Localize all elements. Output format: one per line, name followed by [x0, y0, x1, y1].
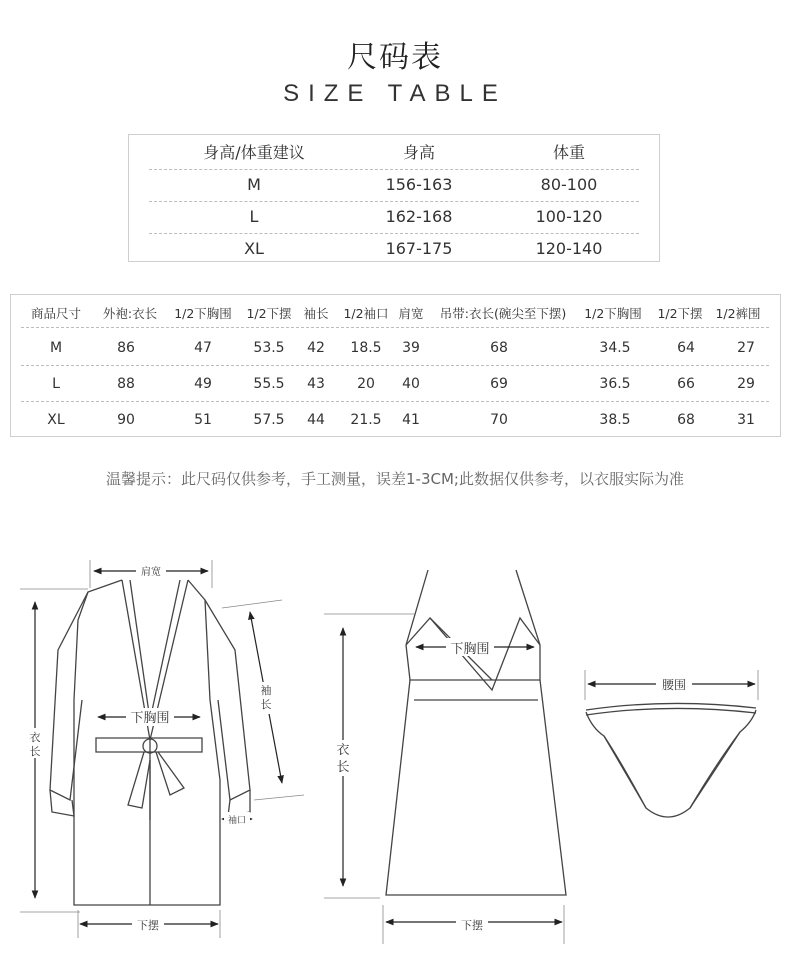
robe-drawing: [50, 580, 250, 905]
table-header-cell: 1/2下摆: [246, 306, 292, 321]
table-cell: 66: [677, 376, 695, 392]
table-cell: 49: [194, 376, 212, 392]
table-cell: 68: [490, 340, 508, 356]
table-cell: XL: [244, 239, 264, 258]
table-cell: 88: [117, 376, 135, 392]
table-header-cell: 身高: [402, 143, 435, 162]
table-cell: 53.5: [253, 340, 285, 356]
table-cell: 57.5: [253, 412, 285, 428]
table-row: [149, 233, 639, 265]
table-row: [21, 367, 769, 402]
size-note: 温馨提示：此尺码仅供参考，手工测量，误差1-3CM;此数据仅供参考，以衣服实际为准: [106, 470, 684, 488]
slip-length-label-2: 长: [336, 760, 350, 775]
slip-hem-label: 下摆: [461, 919, 483, 932]
table-header-cell: 1/2下胸围: [584, 306, 642, 321]
table-row: [149, 169, 639, 202]
table-cell: 38.5: [599, 412, 631, 428]
table-cell: L: [52, 376, 60, 392]
table-cell: 68: [677, 412, 695, 428]
table-header-cell: 1/2下胸围: [174, 306, 232, 321]
table-cell: L: [249, 207, 259, 226]
page-title-cn: 尺码表: [347, 40, 443, 75]
robe-underbust-label: 下胸围: [130, 711, 170, 726]
cuff-label: 袖口: [227, 816, 247, 826]
table-header-row: [21, 301, 769, 328]
sleeve-length-label-2: 长: [260, 698, 272, 711]
shoulder-label: 肩宽: [141, 567, 161, 578]
table-header-cell: 吊带:衣长(碗尖至下摆): [439, 306, 567, 321]
table-cell: 64: [677, 340, 695, 356]
table-cell: 55.5: [253, 376, 285, 392]
table-cell: 80-100: [540, 175, 598, 194]
slip-underbust-label: 下胸围: [450, 642, 490, 657]
table-cell: 18.5: [350, 340, 382, 356]
table-header-row: [149, 137, 639, 170]
table-cell: XL: [47, 412, 65, 428]
slip-length-label-1: 衣: [336, 743, 350, 758]
table-header-cell: 外袍:衣长: [102, 306, 158, 321]
brief-drawing: [586, 703, 756, 817]
table-cell: 100-120: [535, 207, 603, 226]
waist-label: 腰围: [661, 678, 687, 692]
table-cell: 43: [307, 376, 325, 392]
height-weight-table: [128, 134, 660, 262]
table-header-cell: 肩宽: [398, 306, 424, 321]
robe-hem-label: 下摆: [137, 919, 159, 932]
robe-length-label-2: 长: [29, 745, 41, 758]
table-cell: 162-168: [385, 207, 453, 226]
table-header-cell: 体重: [552, 143, 585, 162]
table-cell: 47: [194, 340, 212, 356]
robe-length-label-1: 衣: [29, 731, 41, 744]
table-cell: 120-140: [535, 239, 603, 258]
table-cell: 167-175: [385, 239, 453, 258]
table-cell: M: [49, 340, 63, 356]
slip-drawing: [386, 570, 566, 895]
table-cell: 34.5: [599, 340, 631, 356]
table-cell: 27: [737, 340, 755, 356]
table-row: [21, 403, 769, 437]
table-cell: 40: [402, 376, 420, 392]
table-cell: 42: [307, 340, 325, 356]
table-cell: 86: [117, 340, 135, 356]
table-cell: 44: [307, 412, 325, 428]
size-measurement-table: [10, 294, 781, 437]
table-cell: M: [247, 175, 261, 194]
table-row: [149, 201, 639, 234]
table-header-cell: 身高/体重建议: [203, 143, 305, 162]
table-cell: 31: [737, 412, 755, 428]
table-cell: 156-163: [385, 175, 453, 194]
table-header-cell: 1/2袖口: [343, 306, 389, 321]
table-cell: 21.5: [350, 412, 382, 428]
table-cell: 69: [490, 376, 508, 392]
table-header-cell: 商品尺寸: [30, 306, 81, 321]
measurement-diagram: [0, 540, 790, 950]
page-title-en: SIZE TABLE: [283, 80, 507, 107]
table-cell: 51: [194, 412, 212, 428]
table-cell: 41: [402, 412, 420, 428]
table-cell: 39: [402, 340, 420, 356]
sleeve-length-label-1: 袖: [260, 684, 272, 697]
table-header-cell: 袖长: [303, 306, 329, 321]
table-cell: 20: [357, 376, 375, 392]
table-cell: 29: [737, 376, 755, 392]
table-row: [21, 331, 769, 366]
table-header-cell: 1/2裤围: [715, 306, 761, 321]
table-cell: 90: [117, 412, 135, 428]
table-cell: 36.5: [599, 376, 631, 392]
table-header-cell: 1/2下摆: [657, 306, 703, 321]
table-cell: 70: [490, 412, 508, 428]
